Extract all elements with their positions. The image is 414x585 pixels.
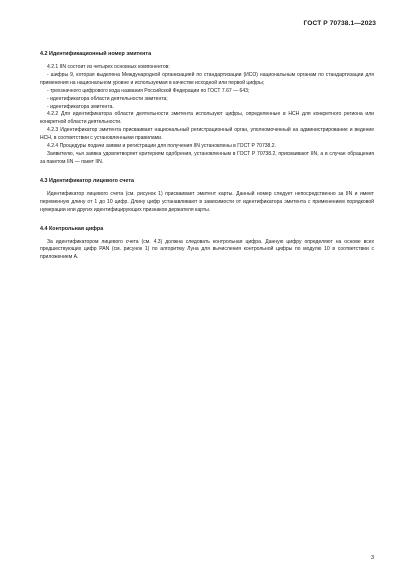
paragraph-4-2-3: 4.2.3 Идентификатор эмитента присваивает национальный регистрационный орган, уполномоченный на администрирование и ведение НСН, в соответствии с установленными правилами. [40,127,374,142]
paragraph-4-2-4: 4.2.4 Процедуры подачи заявки и регистрации для получения IIN установлены в ГОСТ Р 70738.2. [47,143,276,150]
paragraph-4-2-2: 4.2.2 Для идентификатора области деятельности эмитента используют цифры, определенные в НСН для конкретного региона или конкретной области деятельности. [40,111,374,126]
section-4-3-title: 4.3 Идентификатор лицевого счета [40,177,134,184]
paragraph-4-3: Идентификатор лицевого счета (см. рисунок 1) присваивает эмитент карты. Данный номер следует непосредственно за IIN и имеет переменную длину от 1 до 10 цифр. Длину цифр устанавливают в зависимости от идентификатора эмитента с применением порядковой нумерации или других идентифицирующих признаков держателя карты. [40,190,374,213]
standard-designation: ГОСТ Р 70738.1—2023 [303,20,376,27]
paragraph-4-4: За идентификатором лицевого счета (см. 4.3) должна следовать контрольная цифра. Данную цифру определяют на основе всех предшествующих цифр PAN (см. рисунок 1) по алгоритму Луна для вычисления контрольной цифры по модулю 10 в соответствии с приложением А. [40,238,374,261]
section-4-2-title: 4.2 Идентификационный номер эмитента [40,51,152,57]
document-body [40,50,374,262]
paragraph-4-2-1: 4.2.1 IIN состоит из четырех основных компонентов: [47,64,170,70]
page-number: 3 [370,555,374,561]
paragraph-4-2-4-cont: Заявителю, чья заявка удовлетворяет критериям одобрения, установленным в ГОСТ Р 70738.2, присваивают IIN, а в случае обращения за пакетом IIN — пакет IIN. [40,150,374,165]
list-item: - трехзначного цифрового кода названия Российской Федерации по ГОСТ 7.67 — 643; [47,87,250,94]
list-item: - идентификатора эмитента. [47,103,114,110]
list-item: - идентификатора области деятельности эмитента; [47,95,168,102]
list-item: - шифры 9, которая выделена Международной организацией по стандартизации (ИСО) национальным органам по стандартизации для применения на национальном уровне и используемая в качестве исходной или первой цифры; [40,71,374,86]
section-4-4-title: 4.4 Контрольная цифра [40,225,104,232]
